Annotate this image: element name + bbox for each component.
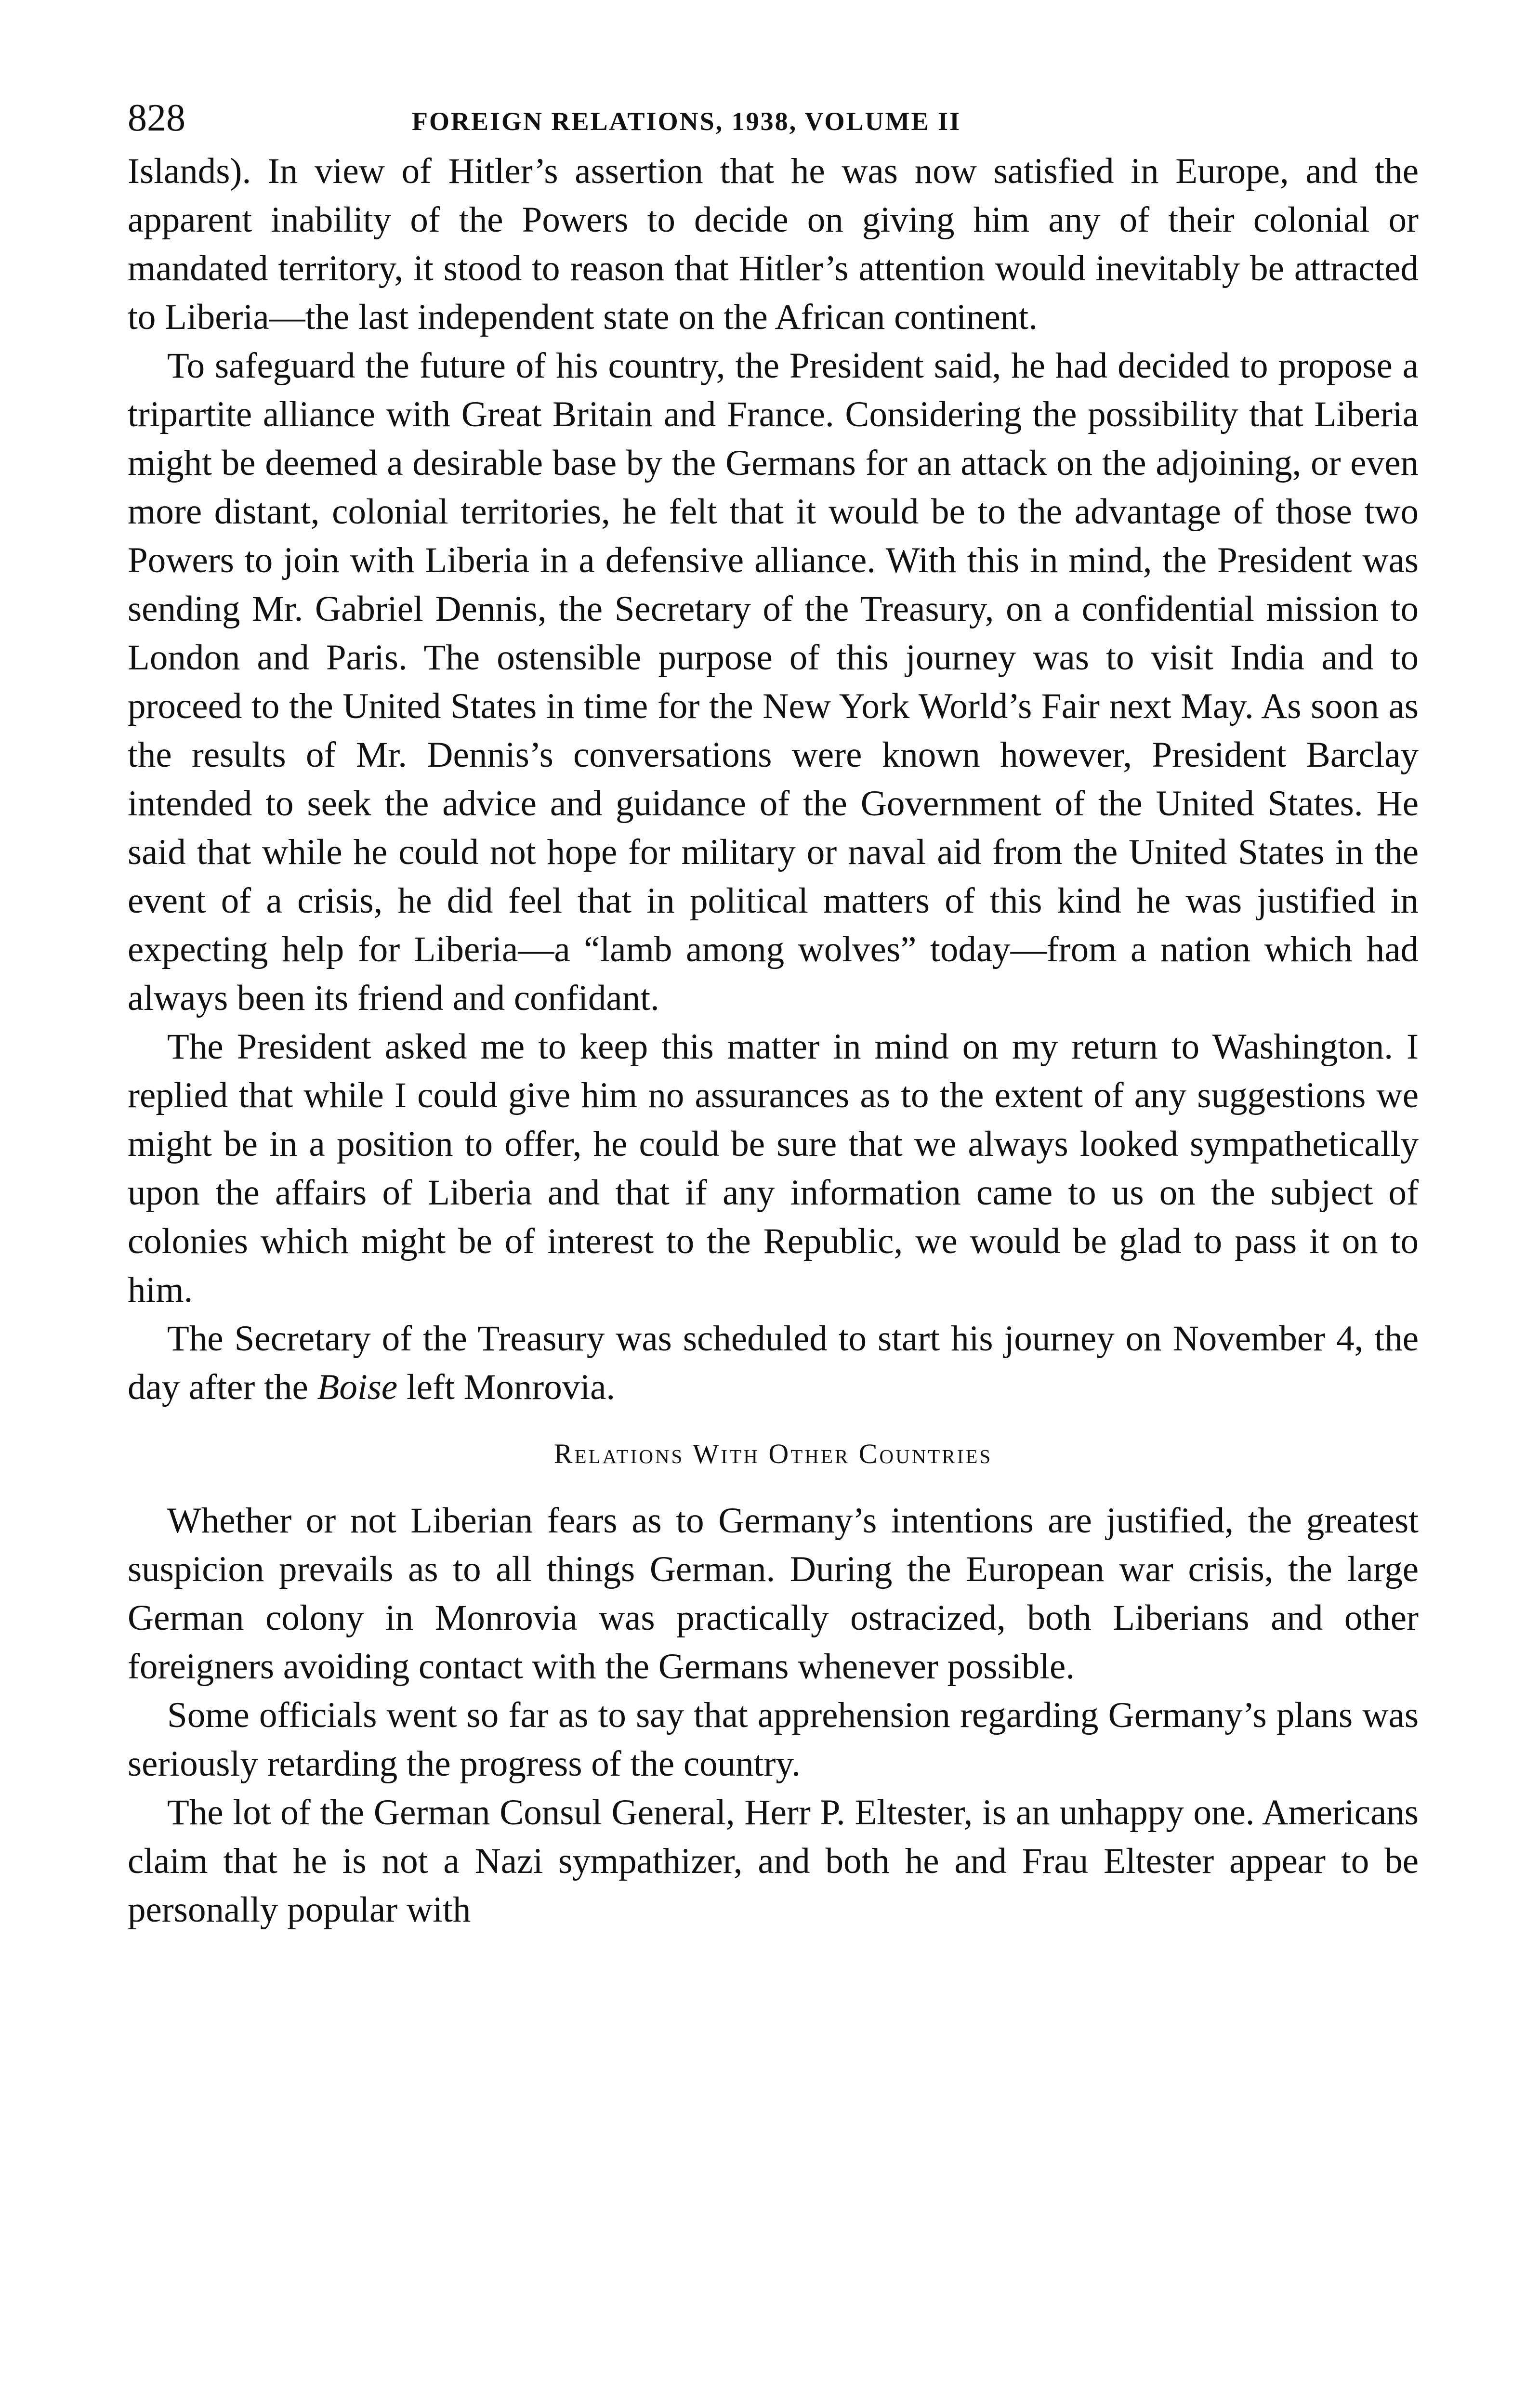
paragraph: To safeguard the future of his country, the President said, he had decided to propose a tripartite alliance with Great Britain and France. Considering the possibility that Liberia might be deemed a desirable base by the Germans for an attack on the adjoining, or even more distant, colonial territories, he felt that it would be to the advantage of those two Powers to join with Liberia in a defensive alliance. With this in mind, the President was sending Mr. Gabriel Dennis, the Secretary of the Treasury, on a confidential mission to London and Paris. The ostensible purpose of this journey was to visit India and to proceed to the United States in time for the New York World’s Fair next May. As soon as the results of Mr. Dennis’s conversations were known however, President Barclay intended to seek the advice and guidance of the Government of the United States. He said that while he could not hope for military or naval aid from the United States in the event of a crisis, he did feel that in political matters of this kind he was justified in expecting help for Liberia—a “lamb among wolves” today—from a nation which had always been its friend and confidant. xyxy=(128,346,1419,1018)
paragraph-text: left Monrovia. xyxy=(397,1367,616,1407)
section-heading: Relations With Other Countries xyxy=(553,1438,993,1469)
paragraph: Islands). In view of Hitler’s assertion that he was now satisfied in Europe, and the apparent inability of the Powers to decide on giving him any of their colonial or mandated territory, it stood to reason that Hitler’s attention would inevitably be attracted to Liberia—the last independent state on the African continent. xyxy=(128,151,1419,337)
page-number: 828 xyxy=(128,97,185,139)
body-text xyxy=(128,147,1419,1934)
paragraph: The President asked me to keep this matter in mind on my return to Washington. I replied that while I could give him no assurances as to the extent of any suggestions we might be in a position to offer, he could be sure that we always looked sympathetically upon the affairs of Liberia and that if any information came to us on the subject of colonies which might be of interest to the Republic, we would be glad to pass it on to him. xyxy=(128,1027,1419,1310)
paragraph: Whether or not Liberian fears as to Germany’s intentions are justified, the greatest suspicion prevails as to all things German. During the European war crisis, the large German colony in Monrovia was practically ostracized, both Liberians and other foreigners avoiding contact with the Germans whenever possible. xyxy=(128,1501,1419,1687)
document-page xyxy=(128,94,1419,2406)
running-head xyxy=(128,94,1419,147)
paragraph: Some officials went so far as to say that apprehension regarding Germany’s plans was seriously retarding the progress of the country. xyxy=(128,1695,1419,1784)
paragraph xyxy=(128,1314,1419,1412)
ship-name: Boise xyxy=(317,1367,398,1407)
paragraph: The lot of the German Consul General, Herr P. Eltester, is an unhappy one. Americans claim that he is not a Nazi sympathizer, and both he and Frau Eltester appear to be personally popular with xyxy=(128,1793,1419,1930)
paragraph-text: The Secretary of the Treasury was scheduled to start his journey on November 4, the day after the xyxy=(128,1319,1419,1407)
running-head-title: FOREIGN RELATIONS, 1938, VOLUME II xyxy=(412,107,961,136)
